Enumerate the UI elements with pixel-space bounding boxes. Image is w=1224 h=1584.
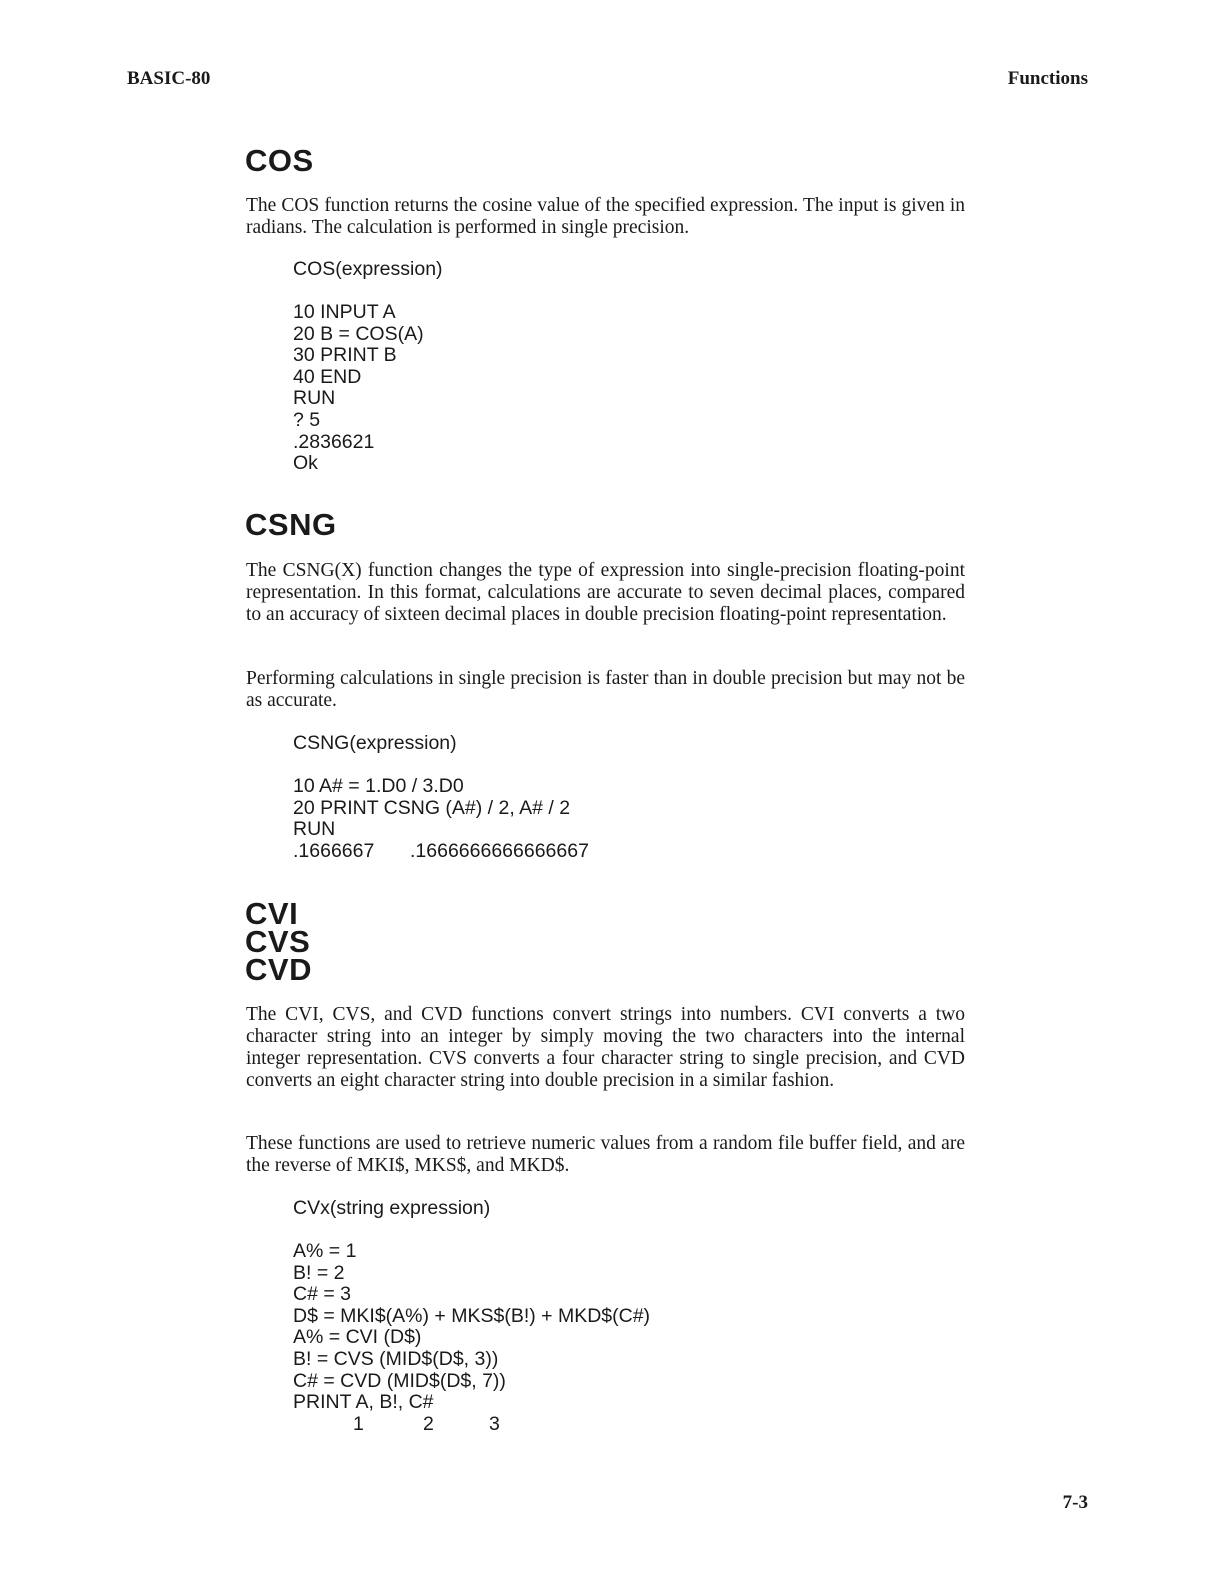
cvd-heading: CVD [245, 952, 312, 987]
cos-example [293, 302, 424, 475]
cos-heading: COS [245, 143, 314, 178]
csng-output-single: .1666667 [293, 839, 375, 862]
csng-syntax: CSNG(expression) [293, 732, 457, 754]
page-number: 7-3 [1062, 1492, 1088, 1513]
code-line: RUN [293, 387, 336, 410]
code-line: PRINT A, B!, C# [293, 1391, 434, 1414]
code-line: Ok [293, 452, 318, 475]
code-output-line [293, 1414, 650, 1436]
code-line: 40 END [293, 365, 362, 388]
cvs-heading: CVS [245, 924, 311, 959]
code-line: ? 5 [293, 408, 321, 431]
cvx-output-c: 3 [489, 1412, 500, 1435]
code-line: 30 PRINT B [293, 344, 397, 367]
code-line: D$ = MKI$(A%) + MKS$(B!) + MKD$(C#) [293, 1304, 651, 1327]
csng-heading: CSNG [245, 507, 337, 542]
code-line: 20 B = COS(A) [293, 322, 424, 345]
cvx-description-1: The CVI, CVS, and CVD functions convert strings into numbers. CVI converts a two character string into an integer by simply moving the two characters into the internal integer representation. CVS converts a four character string to single precision, and CVD converts an eight character string into double precision in a similar fashion. [246, 1004, 965, 1091]
cvx-output-b: 2 [423, 1412, 434, 1435]
csng-description-2: Performing calculations in single precision is faster than in double precision but may not be as accurate. [246, 668, 965, 711]
code-line: RUN [293, 818, 336, 841]
code-line: 10 A# = 1.D0 / 3.D0 [293, 775, 464, 797]
code-line: B! = 2 [293, 1261, 345, 1284]
csng-output-double: .1666666666666667 [410, 839, 589, 862]
code-line: A% = 1 [293, 1240, 357, 1262]
cos-syntax: COS(expression) [293, 258, 443, 280]
cvx-description-2: These functions are used to retrieve numeric values from a random file buffer field, and are the reverse of MKI$, MKS$, and MKD$. [246, 1133, 965, 1176]
cvx-output-a: 1 [353, 1412, 364, 1435]
code-line: 20 PRINT CSNG (A#) / 2, A# / 2 [293, 796, 571, 819]
cvx-example [293, 1241, 650, 1435]
code-line: 10 INPUT A [293, 301, 396, 323]
code-line: C# = CVD (MID$(D$, 7)) [293, 1369, 506, 1392]
cos-description: The COS function returns the cosine value of the specified expression. The input is given in radians. The calculation is performed in single precision. [246, 195, 965, 238]
code-line: A% = CVI (D$) [293, 1326, 422, 1349]
code-line: B! = CVS (MID$(D$, 3)) [293, 1347, 499, 1370]
cvi-heading: CVI [245, 896, 299, 931]
running-header-section: Functions [1007, 68, 1088, 89]
running-header-title: BASIC-80 [127, 68, 211, 89]
csng-example [293, 776, 589, 862]
cvx-syntax: CVx(string expression) [293, 1197, 491, 1219]
code-line: C# = 3 [293, 1283, 351, 1306]
code-output-line [293, 841, 589, 863]
csng-description-1: The CSNG(X) function changes the type of expression into single-precision floating-point representation. In this format, calculations are accurate to seven decimal places, compared to an accuracy of sixteen decimal places in double precision floating-point representation. [246, 560, 965, 625]
code-line: .2836621 [293, 430, 375, 453]
